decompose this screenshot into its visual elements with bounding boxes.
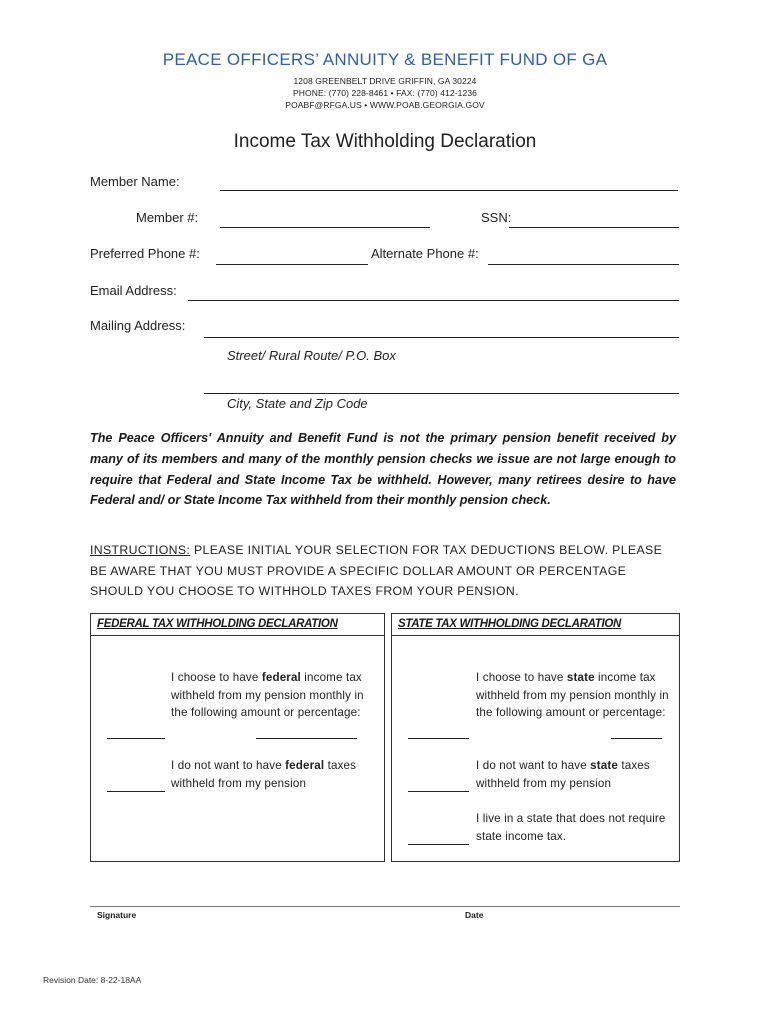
federal-opt2-post: taxes withheld from my pension: [171, 759, 357, 790]
notice-paragraph: The Peace Officers' Annuity and Benefit Fund is not the primary pension benefit received by many of its members and many of the monthly pension checks we issue are not large enough to require that Federal and State Income Tax be withheld. However, many retirees desire to have Federal and/ or State Income Tax withheld from their monthly pension check.: [90, 431, 676, 508]
org-address: 1208 GREENBELT DRIVE GRIFFIN, GA 30224: [293, 76, 477, 86]
member-name-label: Member Name:: [90, 174, 180, 189]
federal-amount-field[interactable]: [256, 738, 357, 739]
revision-date: Revision Date: 8-22-18AA: [43, 975, 142, 985]
federal-opt2-initial[interactable]: [107, 791, 165, 792]
federal-opt2-pre: I do not want to have: [171, 759, 286, 772]
federal-opt2-bold: federal: [285, 759, 325, 772]
state-opt3-initial[interactable]: [408, 844, 469, 845]
ssn-label: SSN:: [481, 210, 512, 225]
federal-opt1-text: [171, 669, 371, 722]
federal-opt1-bold: federal: [261, 671, 301, 684]
signature-date-line[interactable]: [90, 906, 680, 907]
org-phone-fax: PHONE: (770) 228-8461 • FAX: (770) 412-1236: [293, 88, 477, 98]
federal-opt1-initial[interactable]: [107, 738, 165, 739]
state-opt2-bold: state: [590, 759, 618, 772]
ssn-field[interactable]: [509, 227, 679, 228]
form-title: Income Tax Withholding Declaration: [233, 131, 537, 152]
state-opt1-initial[interactable]: [408, 738, 469, 739]
preferred-phone-label: Preferred Phone #:: [90, 246, 200, 261]
member-name-field[interactable]: [220, 190, 678, 191]
email-label: Email Address:: [90, 283, 177, 298]
state-heading: STATE TAX WITHHOLDING DECLARATION: [398, 618, 622, 630]
state-opt2-text: [476, 757, 672, 792]
instructions-text: PLEASE INITIAL YOUR SELECTION FOR TAX DEDUCTIONS BELOW. PLEASE BE AWARE THAT YOU MUST PROVIDE A SPECIFIC DOLLAR AMOUNT OR PERCENTAGE SHOULD YOU CHOOSE TO WITHHOLD TAXES FROM YOUR PENSION.: [90, 543, 663, 598]
instructions: [90, 540, 680, 602]
street-hint: Street/ Rural Route/ P.O. Box: [227, 348, 396, 363]
member-number-field[interactable]: [220, 227, 430, 228]
federal-opt1-post: income tax withheld from my pension monthly in the following amount or percentage:: [171, 671, 364, 720]
state-opt2-pre: I do not want to have: [476, 759, 591, 772]
state-opt1-pre: I choose to have: [476, 671, 567, 684]
state-header-divider: [391, 635, 680, 636]
state-opt2-post: taxes withheld from my pension: [476, 759, 650, 790]
instructions-label: INSTRUCTIONS:: [90, 543, 191, 557]
federal-opt1-pre: I choose to have: [171, 671, 262, 684]
state-amount-field[interactable]: [611, 738, 662, 739]
street-address-field[interactable]: [204, 337, 679, 338]
org-email-web: POABF@RFGA.US • WWW.POAB.GEORGIA.GOV: [285, 100, 485, 110]
email-field[interactable]: [188, 300, 679, 301]
state-opt1-post: income tax withheld from my pension monthly in the following amount or percentage:: [476, 671, 669, 720]
date-label: Date: [465, 910, 484, 920]
org-name: PEACE OFFICERS’ ANNUITY & BENEFIT FUND OF GA: [162, 50, 608, 69]
state-opt3-text: I live in a state that does not require state income tax.: [476, 812, 666, 843]
member-number-label: Member #:: [136, 210, 199, 225]
alternate-phone-field[interactable]: [488, 264, 679, 265]
city-state-zip-hint: City, State and Zip Code: [227, 396, 368, 411]
signature-label: Signature: [97, 910, 137, 920]
alternate-phone-label: Alternate Phone #:: [371, 246, 479, 261]
federal-heading: FEDERAL TAX WITHHOLDING DECLARATION: [97, 618, 338, 630]
preferred-phone-field[interactable]: [216, 264, 368, 265]
federal-opt2-text: [171, 757, 371, 792]
federal-header-divider: [90, 635, 385, 636]
state-opt1-text: [476, 669, 672, 722]
city-state-zip-field[interactable]: [204, 393, 679, 394]
mailing-address-label: Mailing Address:: [90, 318, 186, 333]
state-opt1-bold: state: [566, 671, 595, 684]
state-opt2-initial[interactable]: [408, 791, 469, 792]
